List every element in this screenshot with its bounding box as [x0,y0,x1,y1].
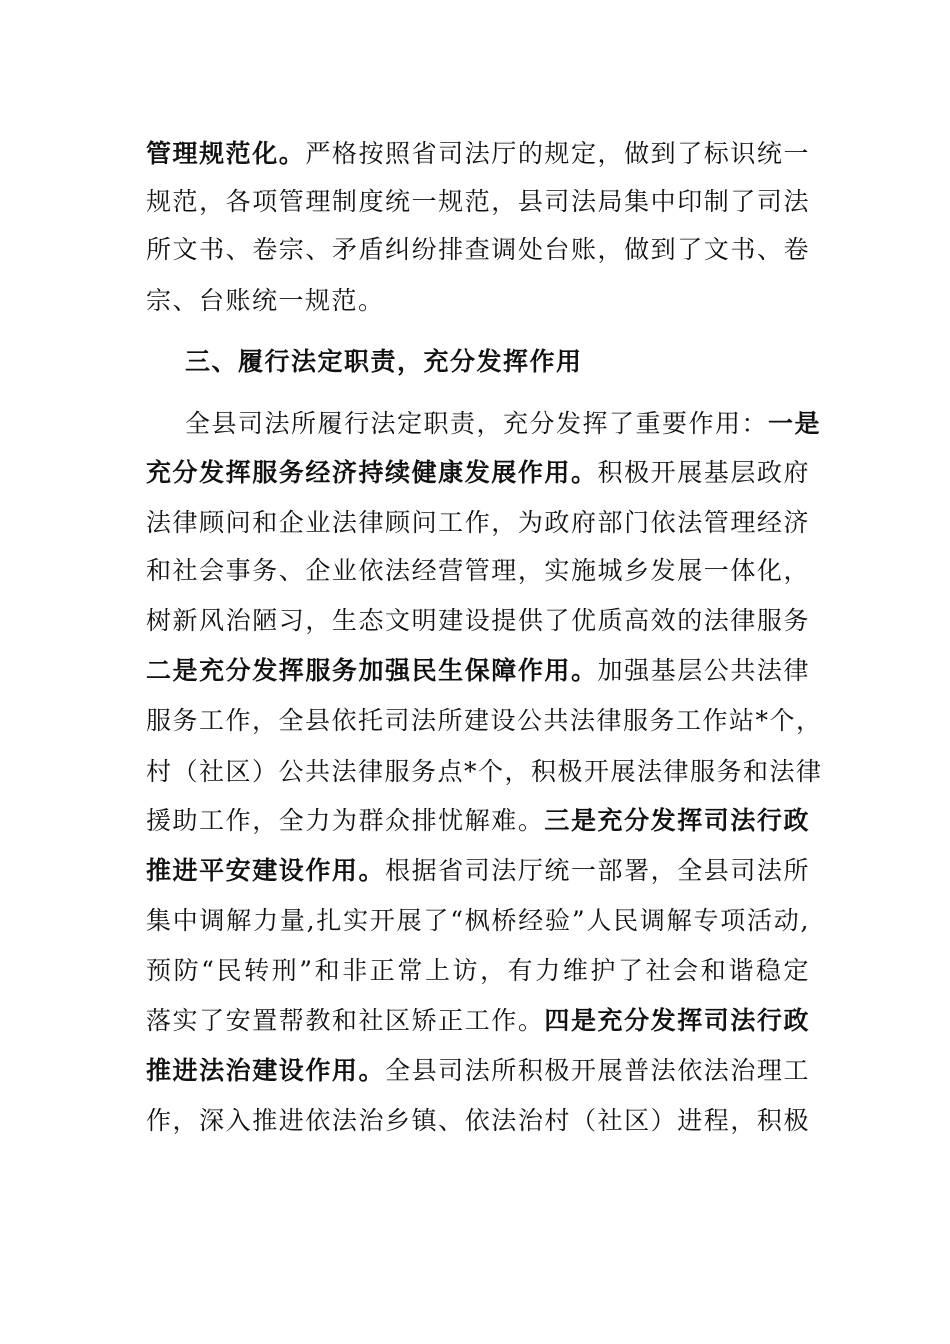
text-run: 严格按照省司法厅的规定，做到了标识统一 [305,139,810,168]
text-run: 法律顾问和企业法律顾问工作，为政府部门依法管理经济 [146,508,810,537]
bold-phrase: 四是充分发挥司法行政 [544,1006,810,1035]
bold-phrase: 推进平安建设作用。 [146,856,386,885]
paragraph-2-line-11 [146,901,810,941]
paragraph-2-line-10 [146,851,810,891]
text-run: 服务工作，全县依托司法所建设公共法律服务工作站*个， [146,706,823,735]
text-run: 积极开展基层政府 [597,458,810,487]
bold-phrase: 充分发挥服务经济持续健康发展作用。 [146,458,598,487]
text-run: 全县司法所履行法定职责，充分发挥了重要作用： [185,409,769,438]
text-run: 加强基层公共法律 [597,656,810,685]
paragraph-2-line-13 [146,1001,810,1041]
text-run: 村（社区）公共法律服务点*个，积极开展法律服务和法律 [146,757,823,786]
paragraph-2-line-9 [146,801,810,841]
text-run: 集中调解力量,扎实开展了“枫桥经验”人民调解专项活动, [146,906,810,935]
text-run: 根据省司法厅统一部署，全县司法所 [385,856,810,885]
bold-phrase: 推进法治建设作用。 [146,1056,386,1085]
text-run: 落实了安置帮教和社区矫正工作。 [146,1006,545,1035]
bold-phrase: 一是 [768,409,822,438]
paragraph-1-line-1 [146,134,810,174]
text-run: 全县司法所积极开展普法依法治理工 [385,1056,810,1085]
paragraph-2-line-3 [146,503,810,543]
text-run: 作，深入推进依法治乡镇、依法治村（社区）进程，积极 [146,1106,810,1135]
paragraph-2-line-8 [146,752,823,792]
section-heading: 三、履行法定职责，充分发挥作用 [185,347,583,376]
text-run: 所文书、卷宗、矛盾纠纷排查调处台账，做到了文书、卷 [146,235,810,264]
bold-phrase: 三是充分发挥司法行政 [544,806,810,835]
paragraph-2-line-14 [146,1051,810,1091]
bold-phrase: 管理规范化。 [146,139,306,168]
paragraph-2-line-7 [146,701,823,741]
paragraph-2-line-1 [185,404,822,444]
paragraph-2-line-15 [146,1101,810,1141]
paragraph-1-line-4 [146,281,810,321]
paragraph-2-line-4 [146,551,810,591]
text-run: 树新风治陋习，生态文明建设提供了优质高效的法律服务 [146,606,810,635]
paragraph-2-line-12 [146,951,810,991]
paragraph-2-line-6 [146,651,810,691]
text-run: 规范，各项管理制度统一规范，县司法局集中印制了司法 [146,187,810,216]
paragraph-2-line-2 [146,453,810,493]
text-run: 预防“民转刑”和非正常上访，有力维护了社会和谐稳定 [146,956,810,985]
paragraph-1-line-2 [146,182,810,222]
paragraph-2-line-5 [146,601,810,641]
paragraph-1-line-3 [146,230,810,270]
text-run: 宗、台账统一规范。 [146,286,385,315]
bold-phrase: 二是充分发挥服务加强民生保障作用。 [146,656,598,685]
text-run: 和社会事务、企业依法经营管理，实施城乡发展一体化， [146,556,810,585]
text-run: 援助工作，全力为群众排忧解难。 [146,806,545,835]
